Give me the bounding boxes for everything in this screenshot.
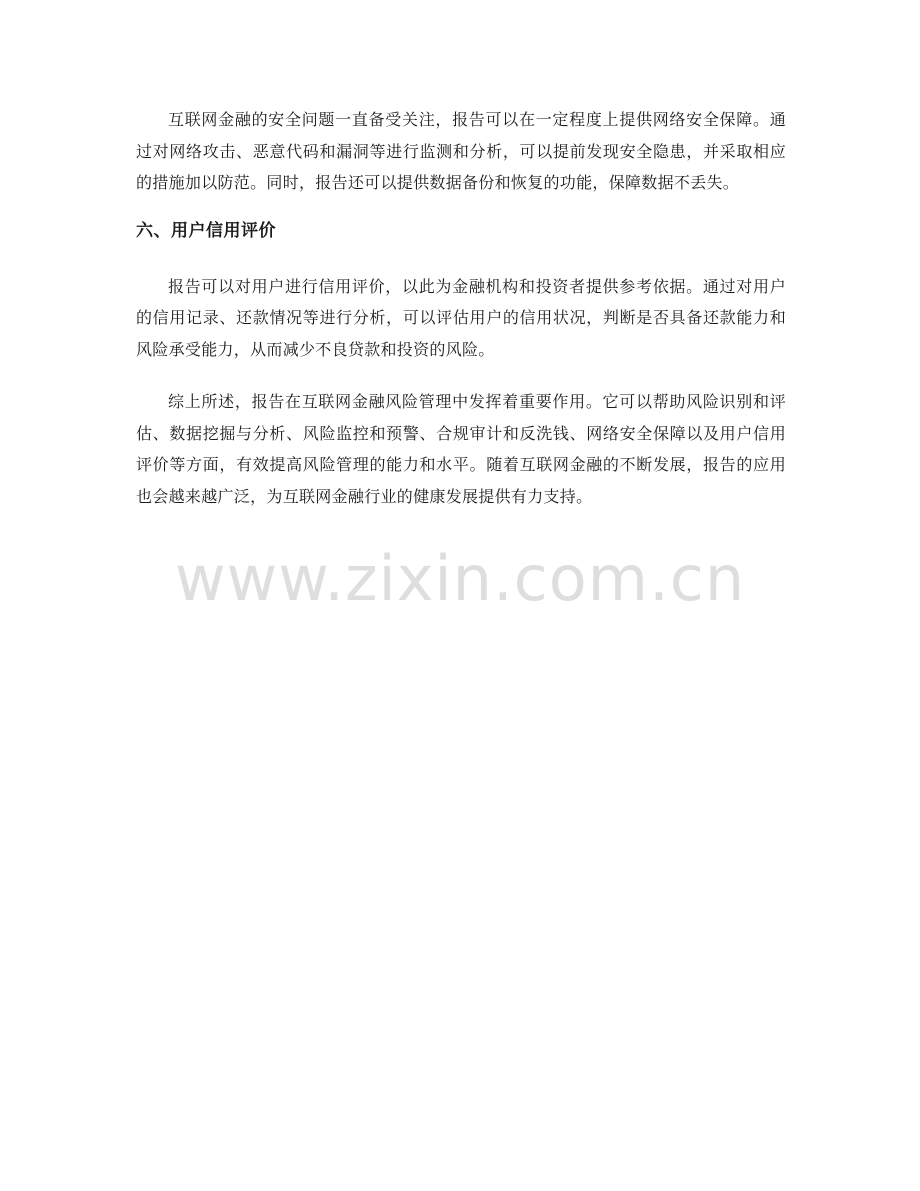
watermark: www.zixin.com.cn (174, 542, 746, 615)
document-body (136, 104, 786, 512)
paragraph-network-security: 互联网金融的安全问题一直备受关注，报告可以在一定程度上提供网络安全保障。通过对网络攻击、恶意代码和漏洞等进行监测和分析，可以提前发现安全隐患，并采取相应的措施加以防范。同时，报告还可以提供数据备份和恢复的功能，保障数据不丢失。 (136, 110, 786, 192)
paragraph-conclusion: 综上所述，报告在互联网金融风险管理中发挥着重要作用。它可以帮助风险识别和评估、数据挖掘与分析、风险监控和预警、合规审计和反洗钱、网络安全保障以及用户信用评价等方面，有效提高风险管理的能力和水平。随着互联网金融的不断发展，报告的应用也会越来越广泛，为互联网金融行业的健康发展提供有力支持。 (136, 392, 786, 506)
section-heading-user-credit: 六、用户信用评价 (136, 220, 276, 241)
paragraph-user-credit: 报告可以对用户进行信用评价，以此为金融机构和投资者提供参考依据。通过对用户的信用记录、还款情况等进行分析，可以评估用户的信用状况，判断是否具备还款能力和风险承受能力，从而减少不良贷款和投资的风险。 (136, 276, 786, 359)
